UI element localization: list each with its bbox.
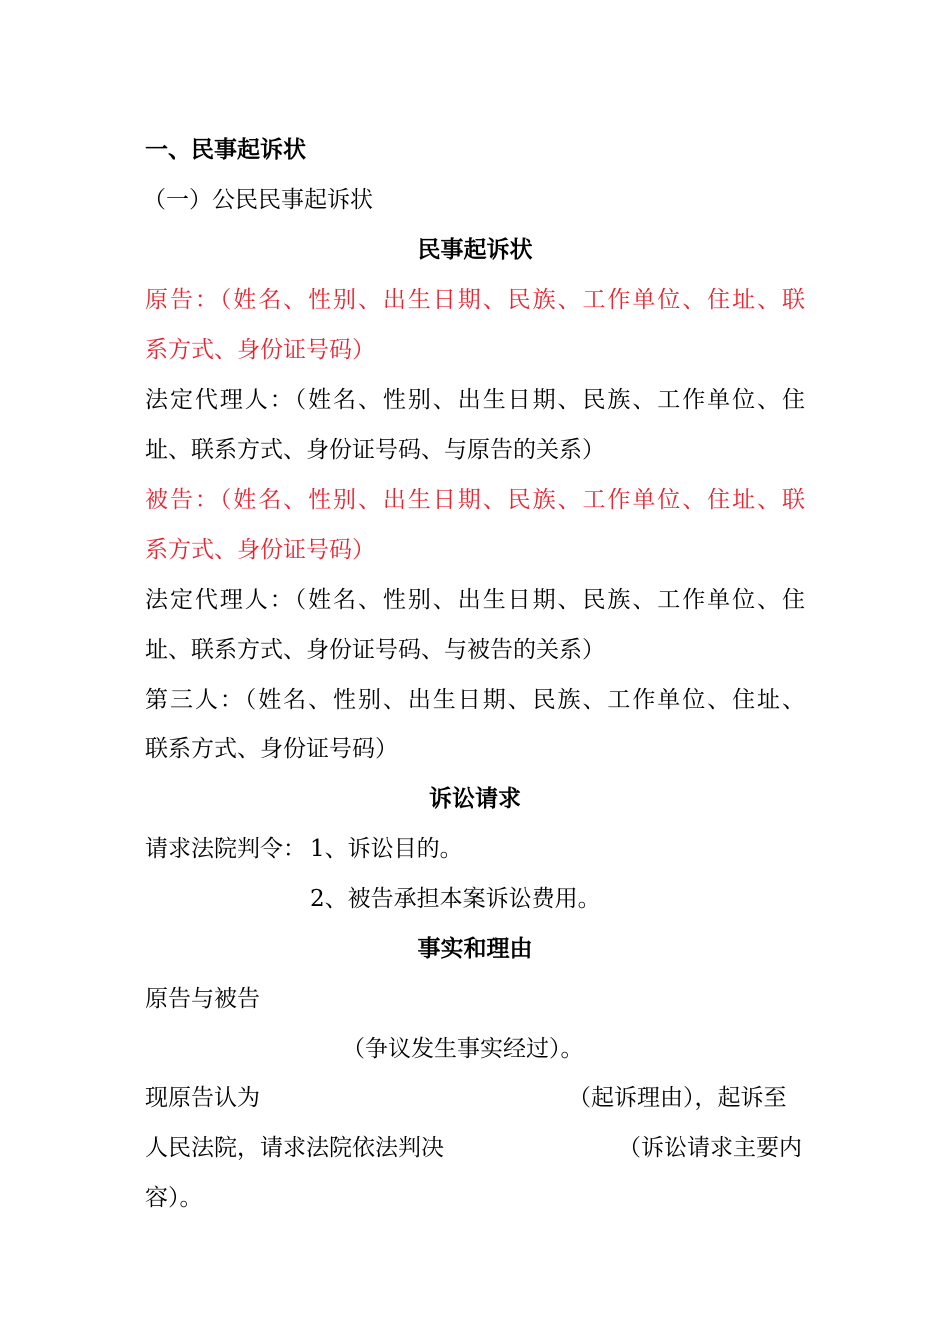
facts-line-3-left: 现原告认为 [145,1085,260,1111]
facts-line-5: 容）。 [145,1185,203,1211]
third-party-line-1: 第三人：（姓名、性别、出生日期、民族、工作单位、住址、 [145,687,805,713]
facts-line-2: （争议发生事实经过）。 [342,1036,584,1062]
facts-line-3-right: （起诉理由），起诉至 [568,1085,787,1111]
defendant-agent-line-1: 法定代理人：（姓名、性别、出生日期、民族、工作单位、住 [145,587,805,613]
claims-heading: 诉讼请求 [429,785,521,812]
plaintiff-agent-line-1: 法定代理人：（姓名、性别、出生日期、民族、工作单位、住 [145,387,805,413]
third-party-line-2: 联系方式、身份证号码） [145,736,398,762]
section-heading: 一、民事起诉状 [145,136,306,163]
document-title: 民事起诉状 [417,236,533,263]
defendant-line-2: 系方式、身份证号码） [145,537,375,563]
facts-line-1: 原告与被告 [145,986,260,1012]
plaintiff-line-1: 原告：（姓名、性别、出生日期、民族、工作单位、住址、联 [145,287,805,313]
plaintiff-line-2: 系方式、身份证号码） [145,337,375,363]
facts-line-4-right: （诉讼请求主要内 [618,1135,802,1161]
facts-heading: 事实和理由 [417,935,533,962]
plaintiff-agent-line-2: 址、联系方式、身份证号码、与原告的关系） [145,437,605,463]
claims-item-1: 1、诉讼目的。 [310,836,463,862]
facts-line-4-left: 人民法院，请求法院依法判决 [145,1135,444,1161]
defendant-agent-line-2: 址、联系方式、身份证号码、与被告的关系） [145,637,605,663]
defendant-line-1: 被告：（姓名、性别、出生日期、民族、工作单位、住址、联 [145,487,805,513]
claims-item-2: 2、被告承担本案诉讼费用。 [310,886,601,912]
claims-intro: 请求法院判令： [145,836,306,862]
subsection-heading: （一）公民民事起诉状 [143,187,373,213]
